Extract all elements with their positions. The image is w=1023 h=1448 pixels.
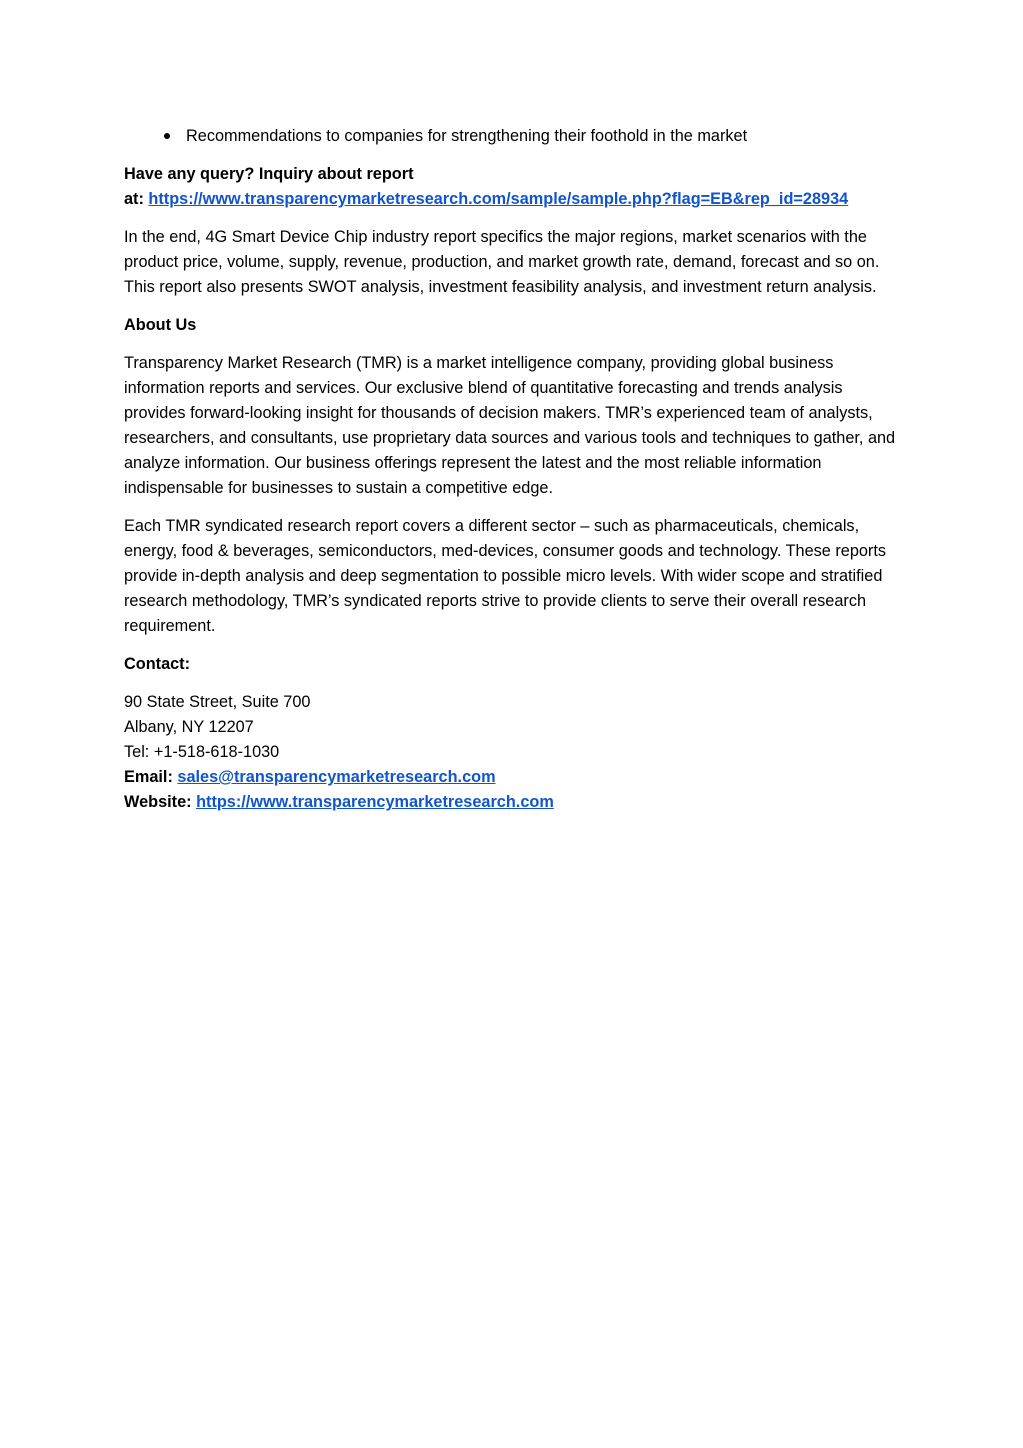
website-row [124, 790, 904, 815]
document-page [124, 124, 904, 815]
address-line-2: Albany, NY 12207 [124, 718, 254, 736]
about-paragraph-1: Transparency Market Research (TMR) is a market intelligence company, providing global business information reports and services. Our exclusive blend of quantitative forecasting and trends analysis provides forward-looking insight for thousands of decision makers. TMR’s experienced team of analysts, researchers, and consultants, use proprietary data sources and various tools and techniques to gather, and analyze information. Our business offerings represent the latest and the most reliable information indispensable for businesses to sustain a competitive edge. [124, 354, 896, 497]
inquiry-link[interactable]: https://www.transparencymarketresearch.com/sample/sample.php?flag=EB&rep_id=28934 [148, 190, 849, 208]
email-label: Email: [124, 768, 178, 786]
inquiry-heading: Have any query? Inquiry about report [124, 165, 414, 183]
contact-block [124, 690, 904, 815]
website-label: Website: [124, 793, 197, 811]
telephone: Tel: +1-518-618-1030 [124, 743, 280, 761]
bullet-item [124, 124, 904, 149]
inquiry-prefix: at: [124, 190, 149, 208]
about-heading: About Us [124, 316, 197, 334]
contact-heading: Contact: [124, 655, 191, 673]
address-line-1: 90 State Street, Suite 700 [124, 693, 311, 711]
bullet-text: Recommendations to companies for strengthening their foothold in the market [186, 127, 748, 145]
email-link[interactable]: sales@transparencymarketresearch.com [177, 768, 496, 786]
bullet-dot-icon [164, 133, 170, 139]
about-paragraph-2: Each TMR syndicated research report covers a different sector – such as pharmaceuticals, chemicals, energy, food & beverages, semiconductors, med-devices, consumer goods and technology. These reports provide in-depth analysis and deep segmentation to possible micro levels. With wider scope and stratified research methodology, TMR’s syndicated reports strive to provide clients to serve their overall research requirement. [124, 517, 887, 635]
website-link[interactable]: https://www.transparencymarketresearch.com [196, 793, 554, 811]
email-row [124, 765, 904, 790]
inquiry-block [124, 162, 904, 212]
summary-paragraph: In the end, 4G Smart Device Chip industry report specifics the major regions, market scenarios with the product price, volume, supply, revenue, production, and market growth rate, demand, forecast and so on. This report also presents SWOT analysis, investment feasibility analysis, and investment return analysis. [124, 228, 880, 296]
